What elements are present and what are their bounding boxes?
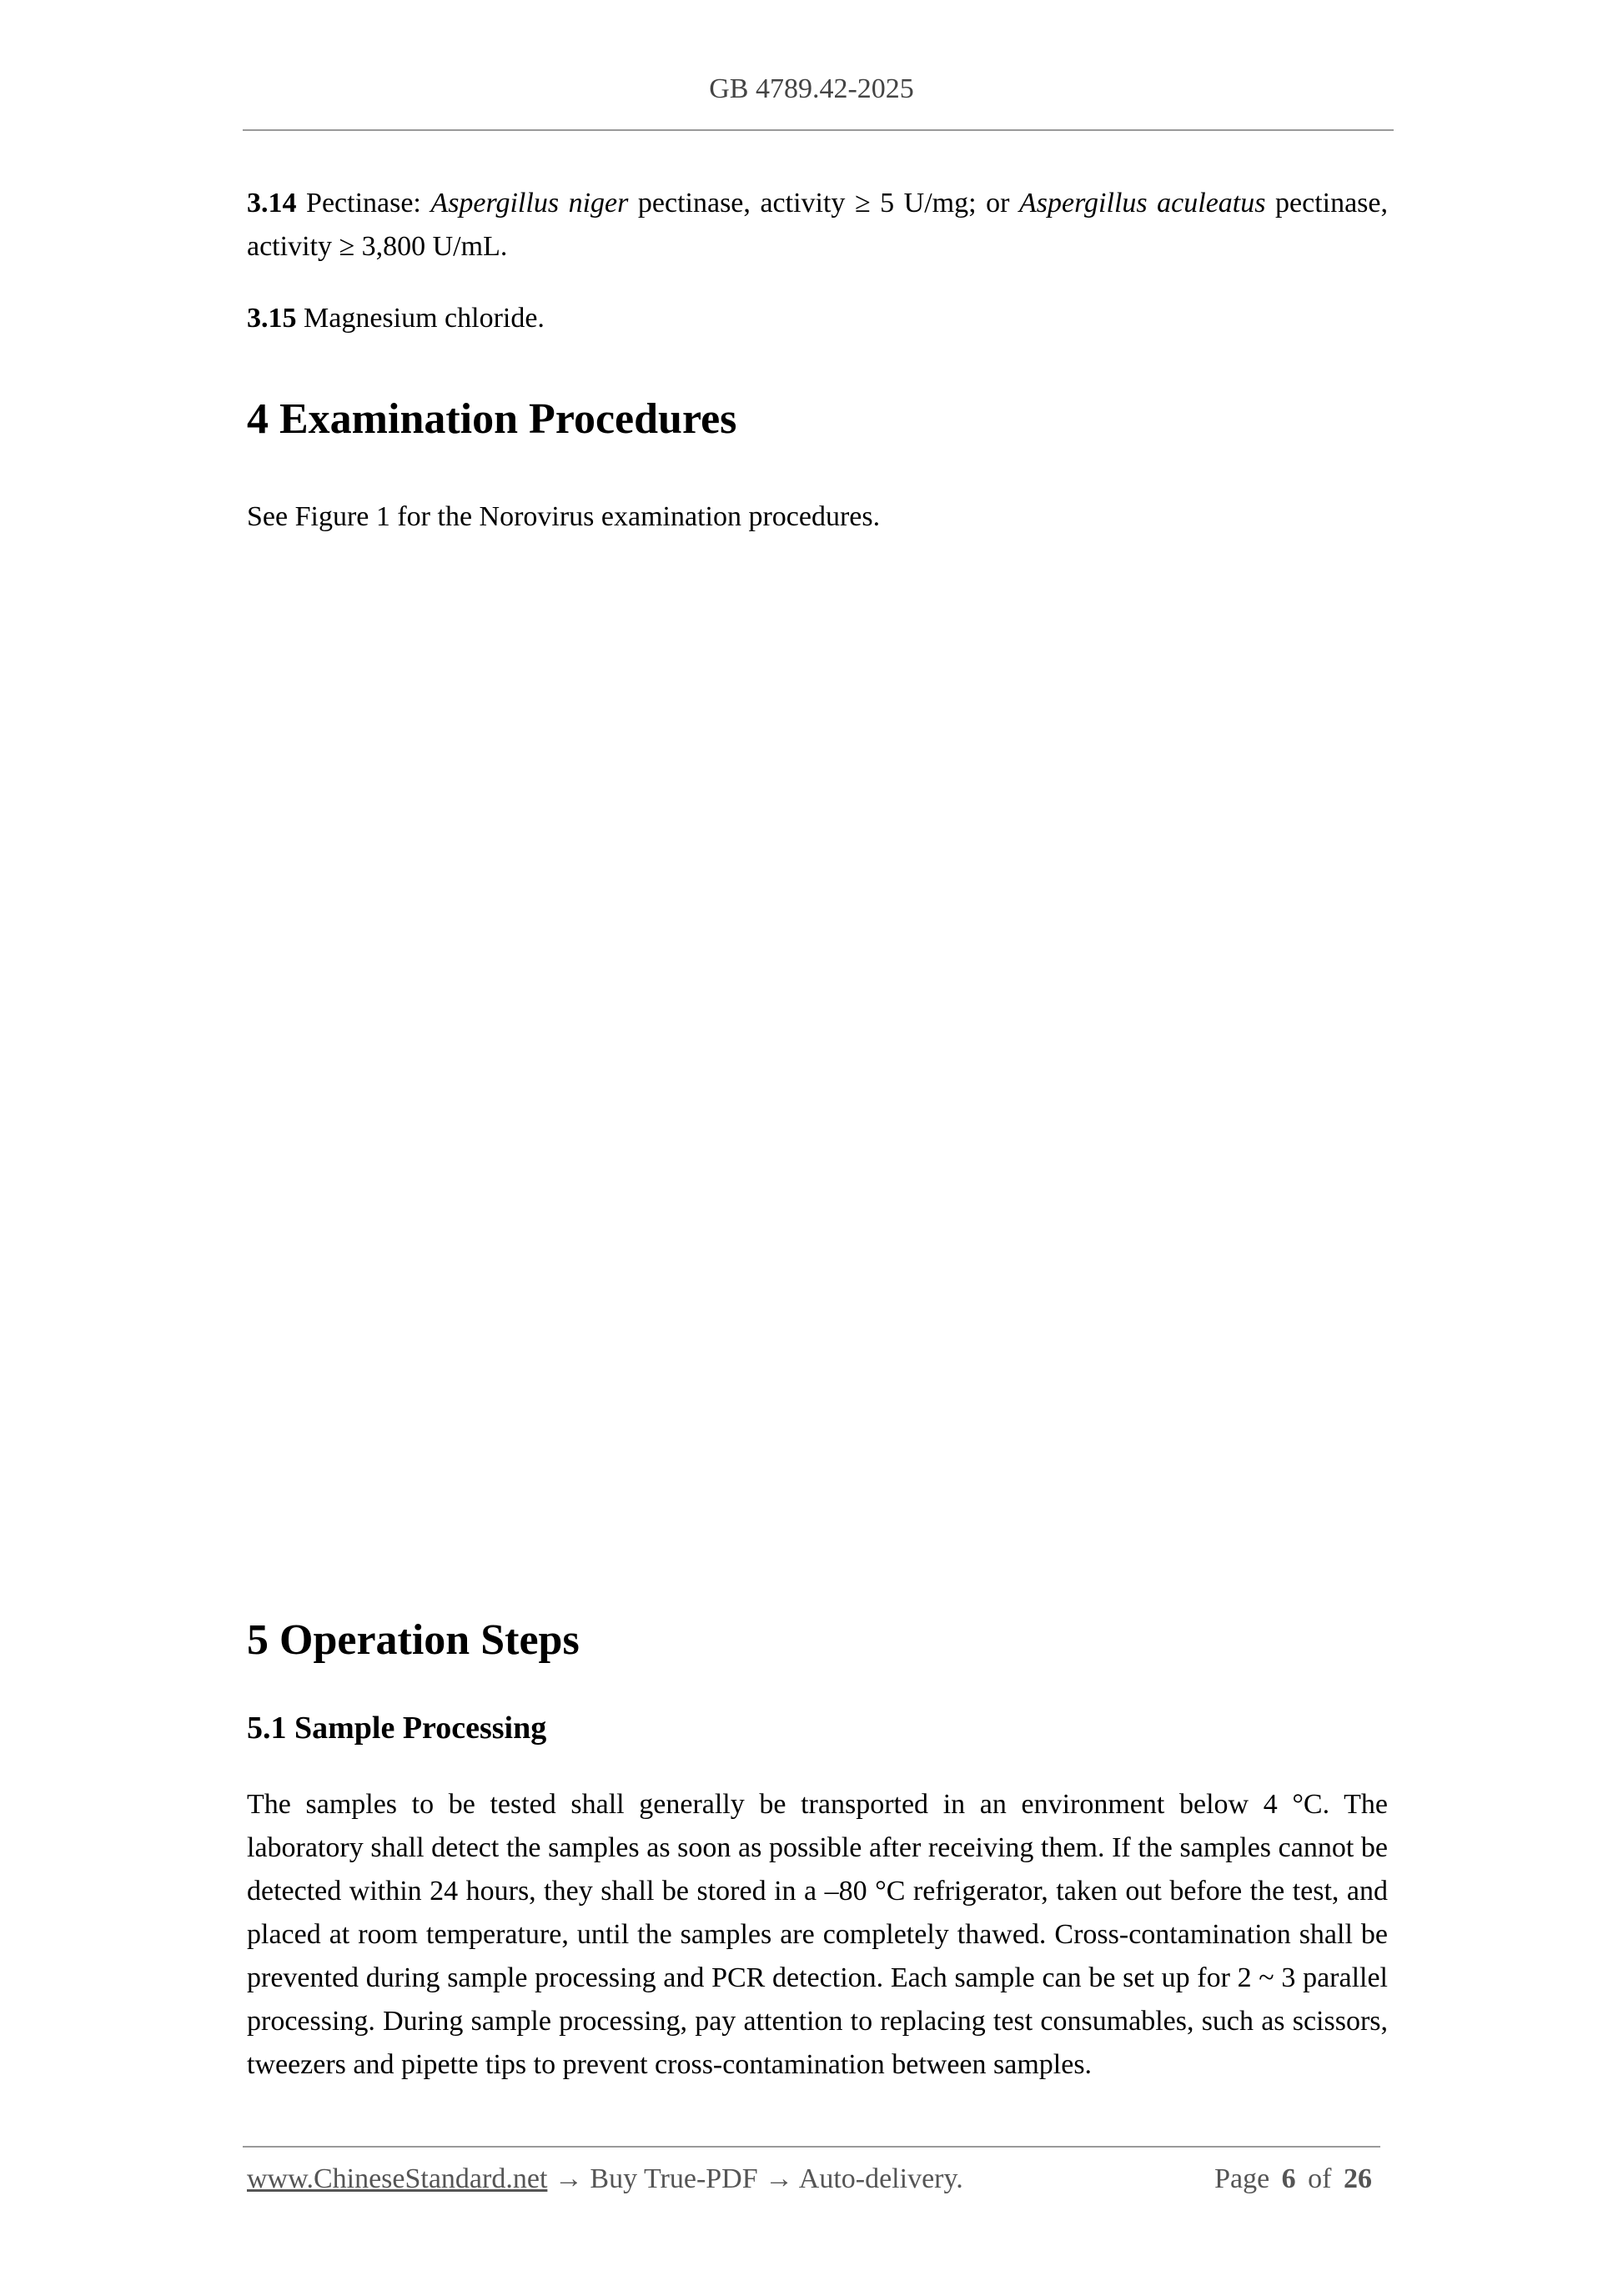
section-5-1-body: The samples to be tested shall generally be transported in an environment below 4 °C. The laboratory shall detect the samples as soon as possible after receiving them. If the samples cannot be detected within 24 hours, they shall be stored in a –80 °C refrigerator, taken out before the test, and placed at room temperature, until the samples are completely thawed. Cross-contamination shall be prevented during sample processing and PCR detection. Each sample can be set up for 2 ~ 3 parallel processing. During sample processing, pay attention to replacing test consumables, such as scissors, tweezers and pipette tips to prevent cross-contamination between samples. xyxy=(247,1789,1388,2080)
section-heading-examination: 4 Examination Procedures xyxy=(247,395,737,443)
page-content xyxy=(247,182,1388,2087)
footer-divider xyxy=(243,2146,1380,2148)
footer-promo xyxy=(247,2163,963,2195)
arrow-icon: → xyxy=(757,2163,799,2194)
species-name: Aspergillus niger xyxy=(430,188,629,219)
subsection-heading-sample-processing: 5.1 Sample Processing xyxy=(247,1711,547,1746)
clause-number: 3.14 xyxy=(247,188,297,219)
clause-text: pectinase, activity ≥ 3,800 U/mL. xyxy=(247,188,1388,262)
page-indicator xyxy=(1214,2163,1377,2195)
clause-3-15 xyxy=(247,297,1388,340)
buy-text: Buy True-PDF xyxy=(590,2163,758,2194)
clause-text: Magnesium chloride. xyxy=(296,303,545,334)
header-divider xyxy=(243,129,1394,131)
figure-placeholder xyxy=(247,539,1388,1613)
page-current: 6 xyxy=(1281,2163,1296,2194)
arrow-icon: → xyxy=(547,2163,590,2194)
section-heading-operation: 5 Operation Steps xyxy=(247,1616,580,1664)
page-total: 26 xyxy=(1344,2163,1372,2194)
page-of-label: of xyxy=(1308,2163,1332,2194)
document-header: GB 4789.42-2025 xyxy=(709,73,914,104)
page-label: Page xyxy=(1214,2163,1270,2194)
clause-text: pectinase, activity ≥ 5 U/mg; or xyxy=(628,188,1019,219)
website-link[interactable]: www.ChineseStandard.net xyxy=(247,2163,548,2194)
species-name: Aspergillus aculeatus xyxy=(1018,188,1266,219)
clause-number: 3.15 xyxy=(247,303,297,334)
section-4-body: See Figure 1 for the Norovirus examination procedures. xyxy=(247,501,881,532)
clause-3-14 xyxy=(247,182,1388,269)
delivery-text: Auto-delivery. xyxy=(798,2163,963,2194)
clause-text: Pectinase: xyxy=(296,188,431,219)
